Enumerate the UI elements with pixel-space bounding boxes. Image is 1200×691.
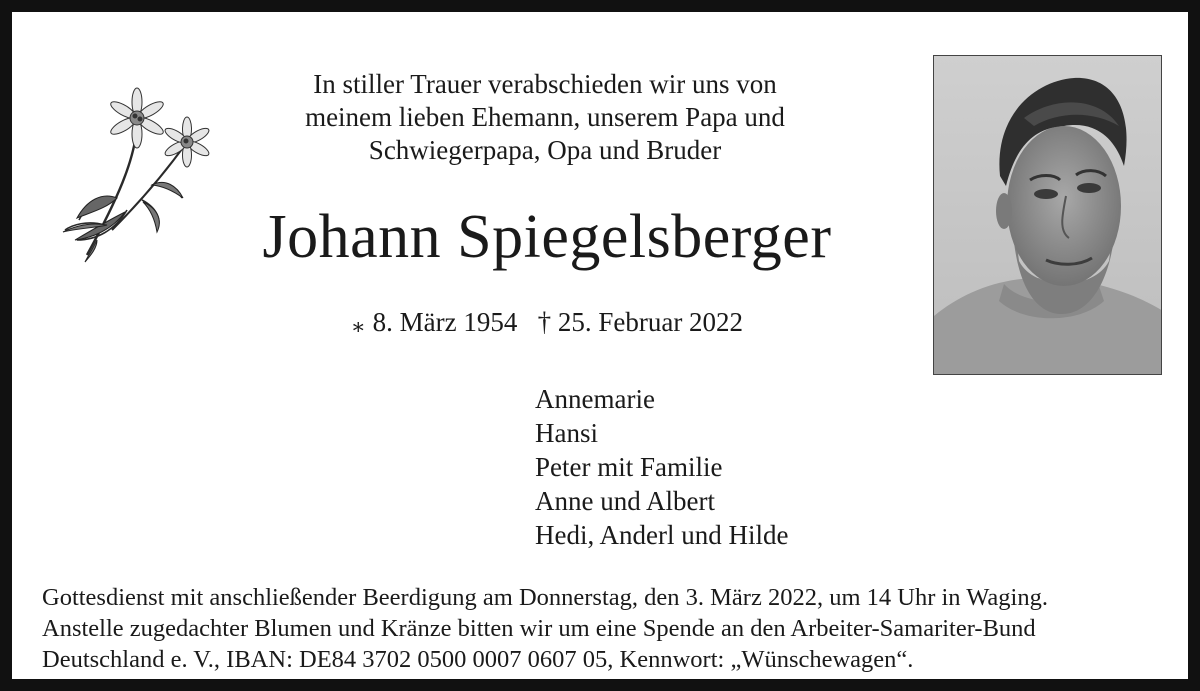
mourner-name: Hedi, Anderl und Hilde (535, 520, 789, 550)
death-symbol: † (537, 307, 552, 337)
death-date: 25. Februar 2022 (557, 307, 744, 337)
mourners-list (535, 382, 788, 552)
intro-line: In stiller Trauer verabschieden wir uns von (313, 69, 777, 99)
mourner-name: Peter mit Familie (535, 452, 723, 482)
intro-line: meinem lieben Ehemann, unserem Papa und (305, 102, 785, 132)
footer-line: Deutschland e. V., IBAN: DE84 3702 0500 0007 0607 05, Kennwort: „Wünschewagen“. (42, 646, 914, 673)
portrait-photo (933, 55, 1162, 375)
footer-line: Gottesdienst mit anschließender Beerdigung am Donnerstag, den 3. März 2022, um 14 Uhr in Waging. (42, 584, 1048, 611)
portrait-image (934, 56, 1162, 375)
service-info (42, 582, 1192, 675)
mourner-name: Anne und Albert (535, 486, 715, 516)
intro-line: Schwiegerpapa, Opa und Bruder (368, 135, 722, 165)
mourner-name: Annemarie (535, 384, 655, 414)
birth-date: 8. März 1954 (372, 307, 518, 337)
footer-line: Anstelle zugedachter Blumen und Kränze bitten wir um eine Spende an den Arbeiter-Samariter-Bund (42, 615, 1036, 642)
life-dates (312, 304, 782, 342)
mourner-name: Hansi (535, 418, 598, 448)
deceased-name: Johann Spiegelsberger (262, 203, 832, 271)
birth-symbol: ∗ (350, 314, 366, 339)
intro-text (245, 68, 845, 167)
